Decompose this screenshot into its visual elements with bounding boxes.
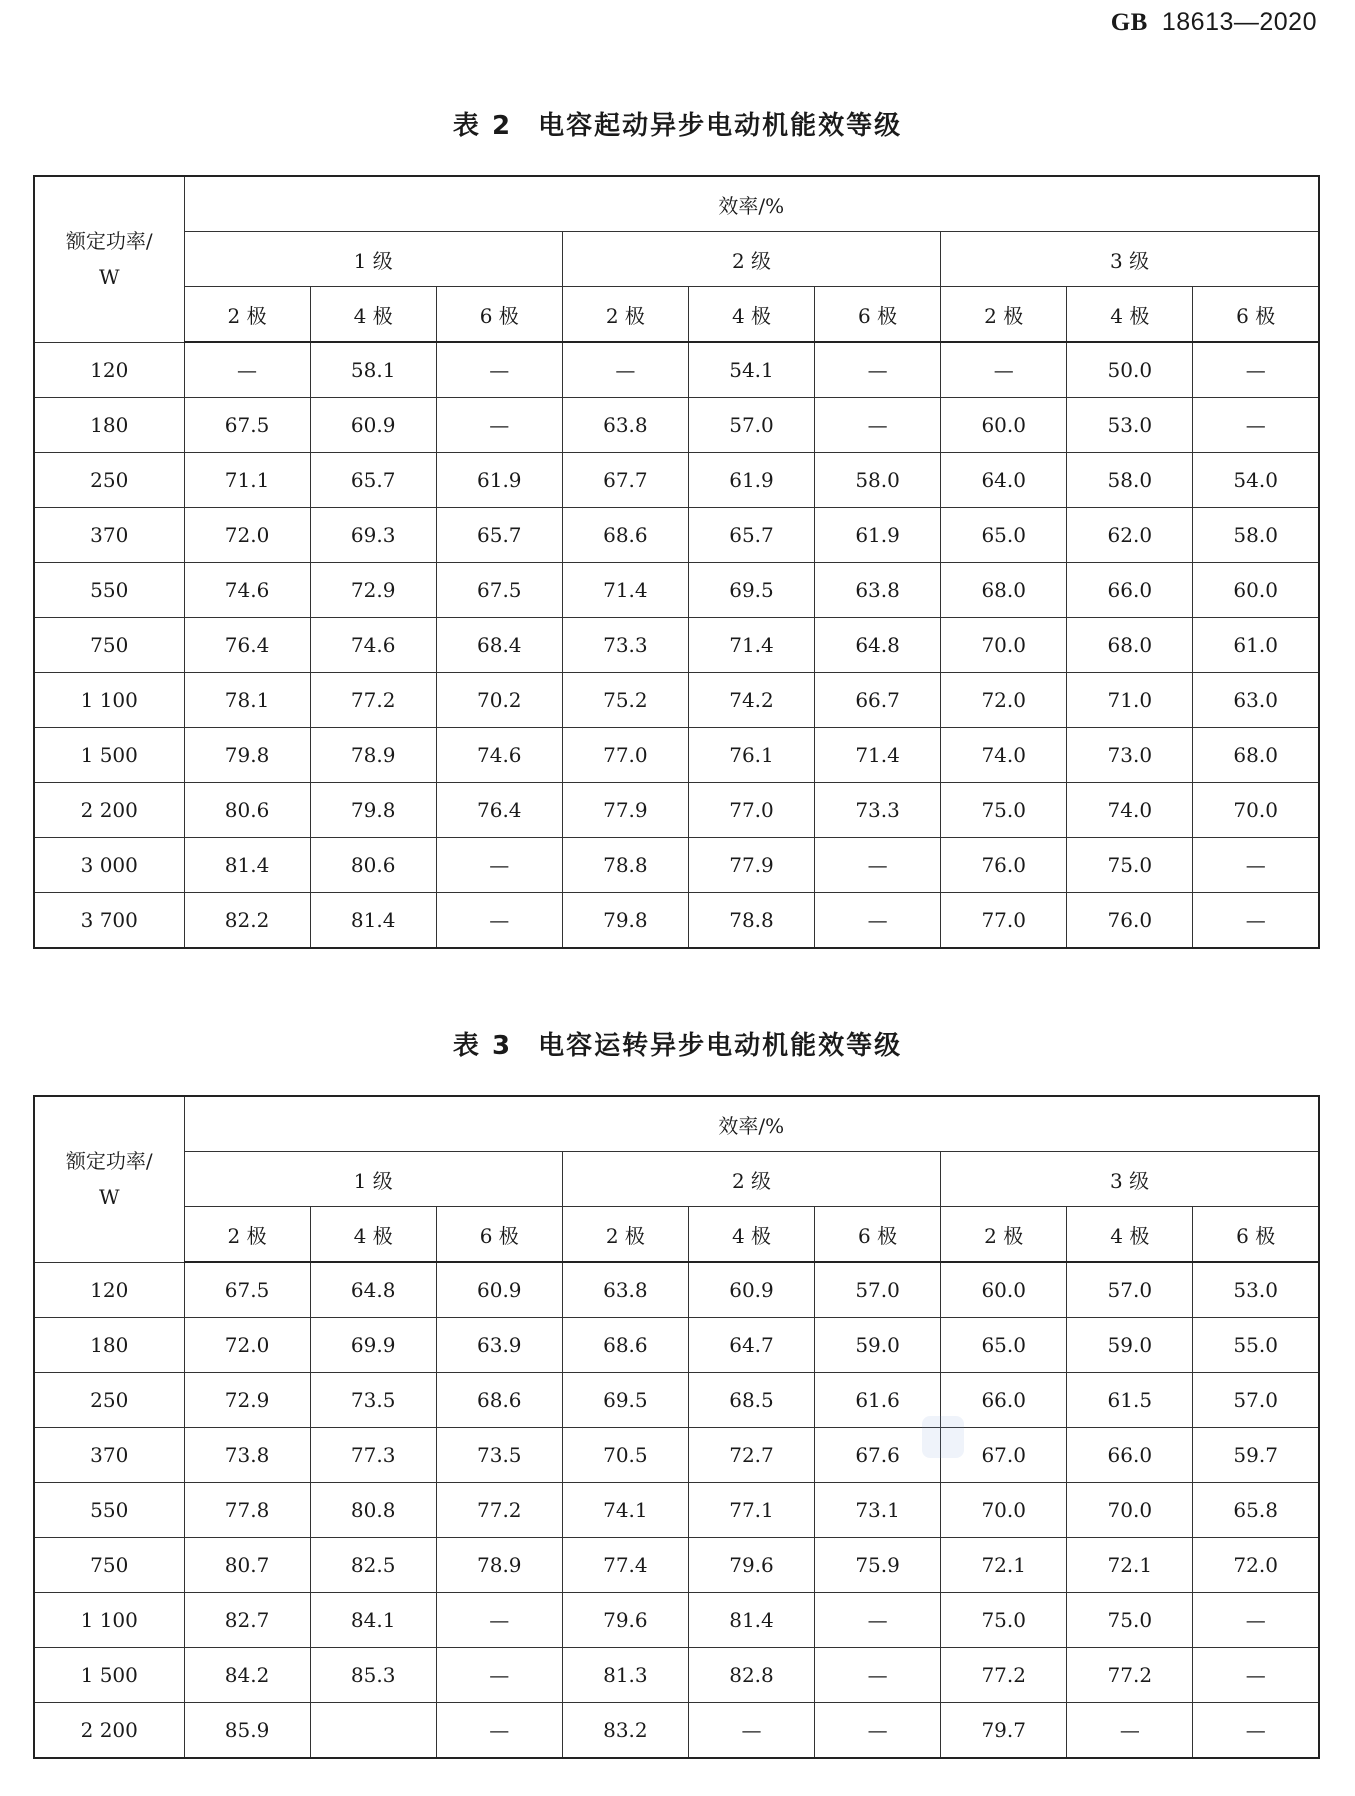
efficiency-cell: 79.8 [184, 728, 310, 783]
efficiency-cell: 60.0 [1193, 563, 1319, 618]
pole-header: 2 极 [941, 1207, 1067, 1263]
efficiency-cell: — [1193, 342, 1319, 398]
efficiency-cell: 78.8 [562, 838, 688, 893]
table-row [34, 342, 1319, 398]
efficiency-cell: 77.9 [688, 838, 814, 893]
efficiency-cell: 55.0 [1193, 1318, 1319, 1373]
table-row [34, 508, 1319, 563]
efficiency-cell: 71.1 [184, 453, 310, 508]
efficiency-cell: 61.6 [815, 1373, 941, 1428]
efficiency-cell: 60.9 [310, 398, 436, 453]
efficiency-cell: 84.1 [310, 1593, 436, 1648]
efficiency-cell: 64.8 [815, 618, 941, 673]
efficiency-cell: 62.0 [1067, 508, 1193, 563]
efficiency-cell: 68.5 [688, 1373, 814, 1428]
efficiency-cell: 73.8 [184, 1428, 310, 1483]
efficiency-cell [310, 1703, 436, 1759]
efficiency-cell: 72.7 [688, 1428, 814, 1483]
pole-header: 4 极 [310, 1207, 436, 1263]
rated-power-cell: 1 500 [34, 728, 184, 783]
pole-header: 6 极 [815, 1207, 941, 1263]
grade-2-header: 2 级 [562, 232, 940, 287]
efficiency-cell: 81.4 [688, 1593, 814, 1648]
efficiency-cell: 72.0 [941, 673, 1067, 728]
efficiency-cell: — [1193, 1703, 1319, 1759]
efficiency-cell: — [815, 1703, 941, 1759]
efficiency-cell: 61.9 [815, 508, 941, 563]
efficiency-cell: — [184, 342, 310, 398]
efficiency-cell: 75.0 [941, 1593, 1067, 1648]
efficiency-cell: — [436, 893, 562, 949]
efficiency-cell: 63.0 [1193, 673, 1319, 728]
efficiency-cell: 71.4 [815, 728, 941, 783]
efficiency-cell: 77.0 [688, 783, 814, 838]
efficiency-cell: 77.0 [562, 728, 688, 783]
table-row [34, 1428, 1319, 1483]
efficiency-cell: — [436, 838, 562, 893]
efficiency-cell: 74.2 [688, 673, 814, 728]
grade-1-header: 1 级 [184, 1152, 562, 1207]
rated-power-cell: 2 200 [34, 783, 184, 838]
table-row [34, 673, 1319, 728]
efficiency-cell: 63.8 [815, 563, 941, 618]
efficiency-cell: 74.1 [562, 1483, 688, 1538]
efficiency-cell: 66.7 [815, 673, 941, 728]
efficiency-cell: 69.9 [310, 1318, 436, 1373]
efficiency-cell: 67.5 [436, 563, 562, 618]
efficiency-cell: 61.9 [436, 453, 562, 508]
rated-power-cell: 250 [34, 453, 184, 508]
efficiency-cell: 72.9 [184, 1373, 310, 1428]
efficiency-cell: 60.9 [436, 1262, 562, 1318]
efficiency-cell: 64.7 [688, 1318, 814, 1373]
efficiency-cell: 59.7 [1193, 1428, 1319, 1483]
grade-3-header: 3 级 [941, 232, 1319, 287]
efficiency-cell: — [436, 1703, 562, 1759]
rated-power-cell: 120 [34, 342, 184, 398]
efficiency-cell: 79.7 [941, 1703, 1067, 1759]
rated-power-cell: 750 [34, 618, 184, 673]
efficiency-cell: — [815, 398, 941, 453]
table-row [34, 1538, 1319, 1593]
table-row [34, 453, 1319, 508]
efficiency-cell: — [1193, 398, 1319, 453]
table-row [34, 1593, 1319, 1648]
pole-header: 4 极 [688, 287, 814, 343]
efficiency-cell: — [1193, 838, 1319, 893]
efficiency-cell: — [815, 838, 941, 893]
efficiency-cell: 61.9 [688, 453, 814, 508]
efficiency-cell: 77.4 [562, 1538, 688, 1593]
efficiency-cell: — [815, 1593, 941, 1648]
efficiency-cell: 70.0 [1193, 783, 1319, 838]
efficiency-cell: 79.8 [562, 893, 688, 949]
efficiency-cell: 78.9 [436, 1538, 562, 1593]
efficiency-cell: 79.6 [688, 1538, 814, 1593]
efficiency-cell: 69.3 [310, 508, 436, 563]
efficiency-cell: 80.6 [310, 838, 436, 893]
standard-code [1111, 8, 1317, 37]
rated-power-cell: 1 100 [34, 673, 184, 728]
rated-power-cell: 1 100 [34, 1593, 184, 1648]
efficiency-cell: — [436, 1593, 562, 1648]
efficiency-cell: 78.1 [184, 673, 310, 728]
efficiency-cell: 79.8 [310, 783, 436, 838]
rated-power-cell: 250 [34, 1373, 184, 1428]
efficiency-cell: 75.2 [562, 673, 688, 728]
efficiency-cell: — [815, 1648, 941, 1703]
efficiency-cell: 67.6 [815, 1428, 941, 1483]
efficiency-cell: 76.4 [184, 618, 310, 673]
pole-header: 6 极 [1193, 287, 1319, 343]
efficiency-cell: — [436, 398, 562, 453]
efficiency-cell: 75.0 [941, 783, 1067, 838]
efficiency-cell: 80.8 [310, 1483, 436, 1538]
efficiency-cell: 70.5 [562, 1428, 688, 1483]
power-column-header: 额定功率/ W [34, 1096, 184, 1262]
efficiency-cell: 70.0 [1067, 1483, 1193, 1538]
efficiency-cell: 70.0 [941, 618, 1067, 673]
efficiency-cell: 85.9 [184, 1703, 310, 1759]
efficiency-cell: 73.5 [436, 1428, 562, 1483]
efficiency-cell: 58.1 [310, 342, 436, 398]
efficiency-cell: 71.4 [562, 563, 688, 618]
table-row [34, 1318, 1319, 1373]
efficiency-cell: 59.0 [1067, 1318, 1193, 1373]
efficiency-cell: 82.8 [688, 1648, 814, 1703]
efficiency-cell: 60.0 [941, 398, 1067, 453]
efficiency-cell: 75.0 [1067, 838, 1193, 893]
efficiency-cell: 54.0 [1193, 453, 1319, 508]
efficiency-cell: 73.3 [562, 618, 688, 673]
rated-power-cell: 2 200 [34, 1703, 184, 1759]
grade-1-header: 1 级 [184, 232, 562, 287]
table2-efficiency-grades [33, 175, 1320, 949]
efficiency-cell: 74.0 [1067, 783, 1193, 838]
table-row [34, 1262, 1319, 1318]
efficiency-cell: — [562, 342, 688, 398]
efficiency-cell: 70.2 [436, 673, 562, 728]
pole-header: 6 极 [436, 1207, 562, 1263]
efficiency-cell: 68.4 [436, 618, 562, 673]
efficiency-cell: — [436, 1648, 562, 1703]
efficiency-cell: 76.0 [941, 838, 1067, 893]
efficiency-cell: 60.0 [941, 1262, 1067, 1318]
rated-power-cell: 370 [34, 1428, 184, 1483]
table3-caption-number: 表 3 [452, 1031, 513, 1061]
table3-efficiency-grades [33, 1095, 1320, 1759]
efficiency-cell: 73.1 [815, 1483, 941, 1538]
rated-power-cell: 370 [34, 508, 184, 563]
table-row [34, 1648, 1319, 1703]
efficiency-cell: 80.6 [184, 783, 310, 838]
efficiency-cell: 71.0 [1067, 673, 1193, 728]
table-row [34, 838, 1319, 893]
table-row [34, 398, 1319, 453]
efficiency-cell: 82.2 [184, 893, 310, 949]
table2-caption-number: 表 2 [452, 111, 513, 141]
efficiency-cell: 65.0 [941, 508, 1067, 563]
efficiency-cell: 77.9 [562, 783, 688, 838]
efficiency-cell: — [436, 342, 562, 398]
table-row [34, 1373, 1319, 1428]
efficiency-cell: 59.0 [815, 1318, 941, 1373]
efficiency-cell: 77.2 [1067, 1648, 1193, 1703]
efficiency-cell: 64.0 [941, 453, 1067, 508]
pole-header: 2 极 [941, 287, 1067, 343]
pole-header: 4 极 [1067, 287, 1193, 343]
efficiency-cell: 57.0 [1193, 1373, 1319, 1428]
pole-header: 2 极 [184, 287, 310, 343]
table3-caption-title: 电容运转异步电动机能效等级 [538, 1031, 903, 1061]
efficiency-cell: 72.0 [184, 1318, 310, 1373]
efficiency-cell: 68.6 [562, 508, 688, 563]
efficiency-cell: — [1193, 1648, 1319, 1703]
efficiency-cell: 67.0 [941, 1428, 1067, 1483]
efficiency-cell: — [688, 1703, 814, 1759]
efficiency-cell: 72.1 [1067, 1538, 1193, 1593]
efficiency-cell: 68.0 [1193, 728, 1319, 783]
efficiency-cell: 68.6 [562, 1318, 688, 1373]
efficiency-cell: — [815, 893, 941, 949]
efficiency-cell: 54.1 [688, 342, 814, 398]
rated-power-cell: 550 [34, 1483, 184, 1538]
table-row [34, 893, 1319, 949]
efficiency-cell: 50.0 [1067, 342, 1193, 398]
pole-header: 4 极 [688, 1207, 814, 1263]
efficiency-cell: 73.3 [815, 783, 941, 838]
efficiency-cell: 66.0 [1067, 563, 1193, 618]
grade-2-header: 2 级 [562, 1152, 940, 1207]
efficiency-cell: — [1067, 1703, 1193, 1759]
table-row [34, 563, 1319, 618]
efficiency-cell: 74.6 [436, 728, 562, 783]
pole-header: 2 极 [562, 1207, 688, 1263]
efficiency-cell: 57.0 [815, 1262, 941, 1318]
efficiency-cell: 65.0 [941, 1318, 1067, 1373]
efficiency-cell: 72.9 [310, 563, 436, 618]
pole-header: 6 极 [815, 287, 941, 343]
rated-power-cell: 550 [34, 563, 184, 618]
efficiency-cell: 74.6 [184, 563, 310, 618]
efficiency-cell: — [941, 342, 1067, 398]
efficiency-cell: 58.0 [1067, 453, 1193, 508]
efficiency-cell: 65.7 [688, 508, 814, 563]
grade-3-header: 3 级 [941, 1152, 1319, 1207]
efficiency-cell: 73.0 [1067, 728, 1193, 783]
pole-header: 6 极 [436, 287, 562, 343]
rated-power-cell: 3 000 [34, 838, 184, 893]
efficiency-cell: 65.7 [310, 453, 436, 508]
efficiency-cell: 72.1 [941, 1538, 1067, 1593]
pole-header: 4 极 [1067, 1207, 1193, 1263]
efficiency-cell: 82.7 [184, 1593, 310, 1648]
efficiency-cell: 63.9 [436, 1318, 562, 1373]
efficiency-cell: 80.7 [184, 1538, 310, 1593]
table2-caption-title: 电容起动异步电动机能效等级 [538, 111, 903, 141]
efficiency-cell: 53.0 [1193, 1262, 1319, 1318]
watermark-logo [922, 1416, 964, 1458]
efficiency-cell: 77.1 [688, 1483, 814, 1538]
efficiency-cell: 70.0 [941, 1483, 1067, 1538]
efficiency-cell: 67.5 [184, 1262, 310, 1318]
efficiency-cell: 84.2 [184, 1648, 310, 1703]
rated-power-cell: 750 [34, 1538, 184, 1593]
efficiency-cell: 77.2 [436, 1483, 562, 1538]
efficiency-cell: 57.0 [688, 398, 814, 453]
efficiency-cell: 79.6 [562, 1593, 688, 1648]
efficiency-cell: 68.6 [436, 1373, 562, 1428]
efficiency-cell: 69.5 [688, 563, 814, 618]
standard-number: 18613—2020 [1161, 8, 1317, 36]
efficiency-cell: 82.5 [310, 1538, 436, 1593]
pole-header: 4 极 [310, 287, 436, 343]
table3-caption [0, 1025, 1355, 1062]
efficiency-cell: 77.8 [184, 1483, 310, 1538]
efficiency-cell: — [1193, 893, 1319, 949]
efficiency-cell: 77.3 [310, 1428, 436, 1483]
efficiency-cell: 76.0 [1067, 893, 1193, 949]
efficiency-cell: 67.5 [184, 398, 310, 453]
efficiency-cell: 65.8 [1193, 1483, 1319, 1538]
efficiency-cell: 68.0 [941, 563, 1067, 618]
efficiency-cell: 63.8 [562, 398, 688, 453]
efficiency-cell: 58.0 [815, 453, 941, 508]
efficiency-cell: 64.8 [310, 1262, 436, 1318]
efficiency-cell: 67.7 [562, 453, 688, 508]
rated-power-cell: 3 700 [34, 893, 184, 949]
efficiency-cell: 69.5 [562, 1373, 688, 1428]
efficiency-cell: 60.9 [688, 1262, 814, 1318]
efficiency-cell: 66.0 [1067, 1428, 1193, 1483]
efficiency-cell: 75.0 [1067, 1593, 1193, 1648]
efficiency-cell: 85.3 [310, 1648, 436, 1703]
efficiency-cell: 73.5 [310, 1373, 436, 1428]
efficiency-cell: 61.0 [1193, 618, 1319, 673]
table2-caption [0, 105, 1355, 142]
pole-header: 2 极 [562, 287, 688, 343]
efficiency-cell: 78.9 [310, 728, 436, 783]
rated-power-cell: 1 500 [34, 1648, 184, 1703]
efficiency-cell: 76.4 [436, 783, 562, 838]
efficiency-cell: 81.4 [184, 838, 310, 893]
efficiency-cell: 83.2 [562, 1703, 688, 1759]
efficiency-cell: 72.0 [184, 508, 310, 563]
table-row [34, 783, 1319, 838]
efficiency-cell: — [1193, 1593, 1319, 1648]
efficiency-cell: 71.4 [688, 618, 814, 673]
pole-header: 6 极 [1193, 1207, 1319, 1263]
efficiency-cell: 72.0 [1193, 1538, 1319, 1593]
standard-prefix: GB [1110, 9, 1148, 36]
efficiency-cell: 65.7 [436, 508, 562, 563]
efficiency-cell: 57.0 [1067, 1262, 1193, 1318]
efficiency-cell: 76.1 [688, 728, 814, 783]
efficiency-cell: 63.8 [562, 1262, 688, 1318]
efficiency-cell: 78.8 [688, 893, 814, 949]
efficiency-cell: 75.9 [815, 1538, 941, 1593]
efficiency-cell: 74.0 [941, 728, 1067, 783]
efficiency-cell: 77.2 [941, 1648, 1067, 1703]
rated-power-cell: 120 [34, 1262, 184, 1318]
efficiency-cell: 58.0 [1193, 508, 1319, 563]
table-row [34, 728, 1319, 783]
efficiency-cell: 66.0 [941, 1373, 1067, 1428]
efficiency-cell: 77.2 [310, 673, 436, 728]
efficiency-cell: 74.6 [310, 618, 436, 673]
rated-power-cell: 180 [34, 1318, 184, 1373]
efficiency-cell: 81.3 [562, 1648, 688, 1703]
table-row [34, 618, 1319, 673]
pole-header: 2 极 [184, 1207, 310, 1263]
efficiency-cell: 77.0 [941, 893, 1067, 949]
rated-power-cell: 180 [34, 398, 184, 453]
table-row [34, 1703, 1319, 1759]
table-row [34, 1483, 1319, 1538]
efficiency-cell: 68.0 [1067, 618, 1193, 673]
power-column-header: 额定功率/ W [34, 176, 184, 342]
efficiency-cell: 53.0 [1067, 398, 1193, 453]
efficiency-cell: 81.4 [310, 893, 436, 949]
efficiency-cell: — [815, 342, 941, 398]
efficiency-header: 效率/% [184, 1096, 1319, 1152]
efficiency-header: 效率/% [184, 176, 1319, 232]
efficiency-cell: 61.5 [1067, 1373, 1193, 1428]
